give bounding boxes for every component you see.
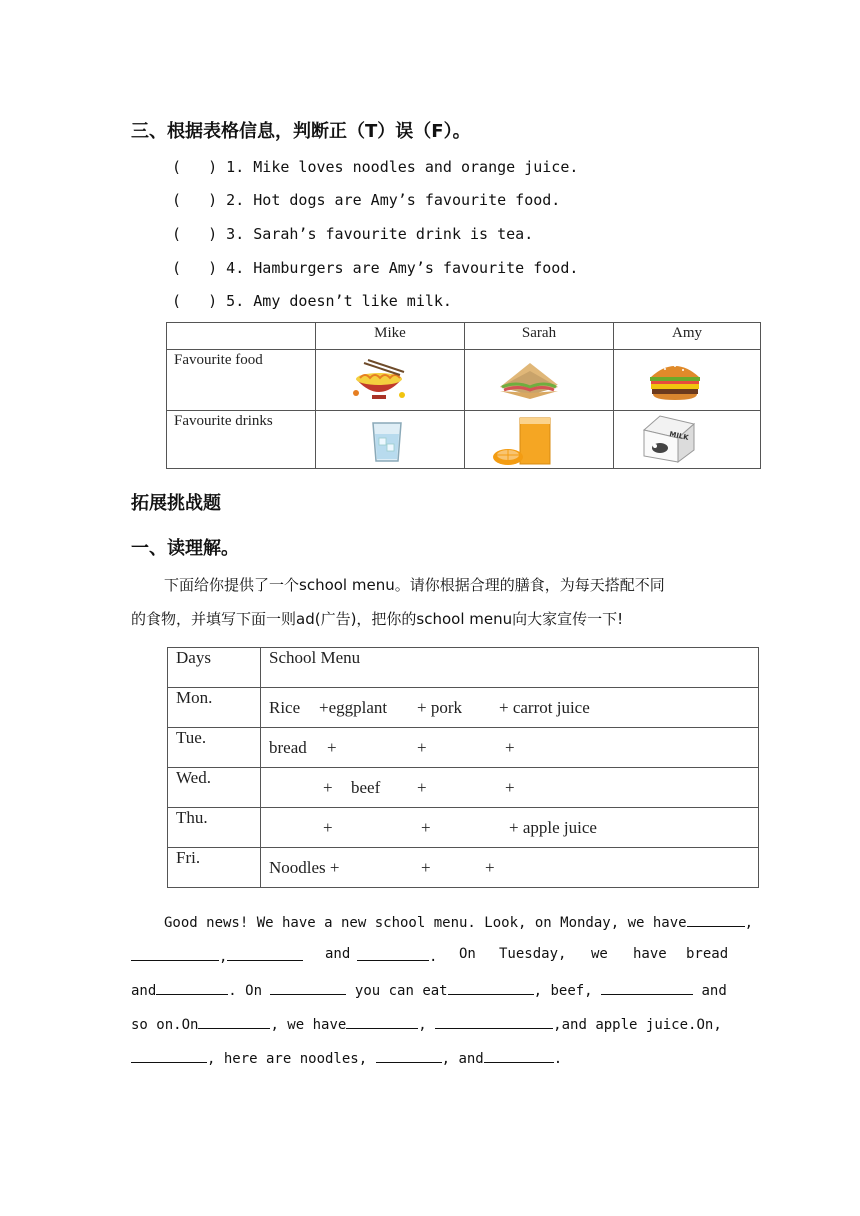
ad-blank-8[interactable]	[601, 980, 693, 995]
header-empty	[167, 323, 316, 350]
milk-label: MILK	[668, 430, 690, 443]
milk-carton-icon	[638, 414, 698, 464]
ad-blank-1[interactable]	[687, 912, 745, 927]
day-thu: Thu.	[168, 808, 261, 848]
row-label-food: Favourite food	[167, 350, 316, 411]
header-amy: Amy	[614, 323, 761, 350]
ad-blank-13[interactable]	[376, 1048, 442, 1063]
tf-item-1: ( ) 1. Mike loves noodles and orange juice.	[172, 158, 579, 176]
water-glass-icon	[370, 420, 404, 464]
day-tue: Tue.	[168, 728, 261, 768]
ad-line-3: and . On you can eat , beef, and	[131, 980, 727, 999]
sandwich-icon	[496, 357, 562, 401]
ad-blank-14[interactable]	[484, 1048, 554, 1063]
reading-title: 一、读理解。	[131, 538, 239, 559]
ad-blank-11[interactable]	[435, 1014, 553, 1029]
food-mon: Rice +eggplant + pork + carrot juice	[261, 688, 759, 728]
hamburger-icon	[647, 359, 703, 401]
ad-blank-12[interactable]	[131, 1048, 207, 1063]
food-thu: + + + apple juice	[261, 808, 759, 848]
ad-blank-4[interactable]	[357, 946, 429, 961]
food-tue: bread + + +	[261, 728, 759, 768]
row-label-drinks: Favourite drinks	[167, 411, 316, 469]
menu-row-wed	[168, 768, 759, 808]
ad-blank-7[interactable]	[448, 980, 534, 995]
tf-item-5: ( ) 5. Amy doesn’t like milk.	[172, 292, 452, 310]
menu-row-fri	[168, 848, 759, 888]
intro-line-1: 下面给你提供了一个school menu。请你根据合理的膳食，为每天搭配不同	[164, 576, 665, 594]
tf-item-4: ( ) 4. Hamburgers are Amy’s favourite food.	[172, 259, 579, 277]
tf-item-3: ( ) 3. Sarah’s favourite drink is tea.	[172, 225, 534, 243]
noodles-icon	[350, 357, 408, 403]
ad-blank-2[interactable]	[131, 946, 219, 961]
challenge-title: 拓展挑战题	[131, 493, 221, 514]
day-fri: Fri.	[168, 848, 261, 888]
menu-header-days: Days	[168, 648, 261, 688]
ad-blank-6[interactable]	[270, 980, 346, 995]
ad-blank-5[interactable]	[156, 980, 228, 995]
food-fri: Noodles + + +	[261, 848, 759, 888]
ad-line-5: , here are noodles, , and .	[131, 1048, 562, 1067]
section3-title: 三、根据表格信息，判断正（T）误（F）。	[131, 121, 471, 142]
school-menu-table	[167, 647, 759, 888]
header-mike: Mike	[316, 323, 465, 350]
day-wed: Wed.	[168, 768, 261, 808]
header-sarah: Sarah	[465, 323, 614, 350]
food-wed: + beef + +	[261, 768, 759, 808]
menu-row-mon	[168, 688, 759, 728]
orange-juice-icon	[492, 415, 558, 467]
ad-blank-3[interactable]	[227, 946, 303, 961]
menu-header-school-menu: School Menu	[261, 648, 759, 688]
menu-row-thu	[168, 808, 759, 848]
ad-blank-10[interactable]	[346, 1014, 418, 1029]
ad-blank-9[interactable]	[198, 1014, 270, 1029]
ad-line-2: , and . On Tuesday, we have bread	[131, 946, 731, 965]
intro-line-2: 的食物，并填写下面一则ad(广告)，把你的school menu向大家宣传一下!	[131, 610, 624, 628]
ad-line-4: so on.On , we have , ,and apple juice.On,	[131, 1014, 722, 1033]
day-mon: Mon.	[168, 688, 261, 728]
ad-line-1: Good news! We have a new school menu. Look, on Monday, we have ,	[164, 912, 753, 931]
tf-item-2: ( ) 2. Hot dogs are Amy’s favourite food.	[172, 191, 561, 209]
menu-row-tue	[168, 728, 759, 768]
